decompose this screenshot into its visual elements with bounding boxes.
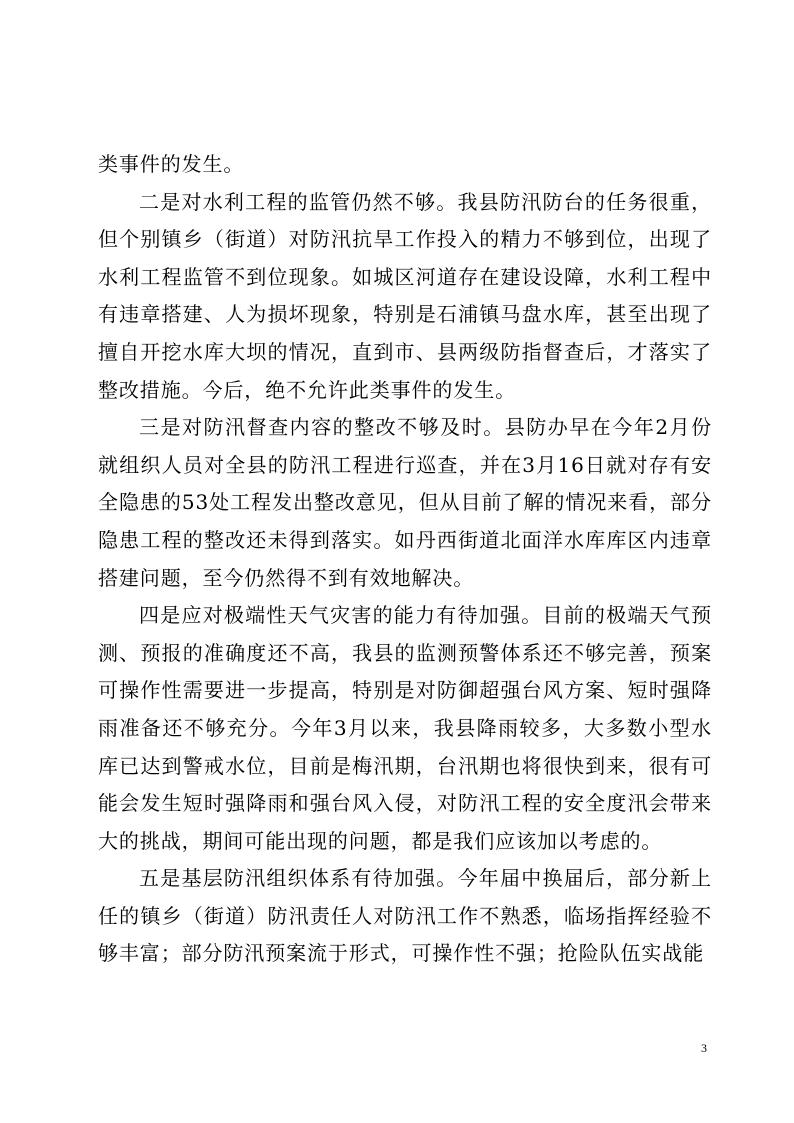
page-number: 3 <box>701 1041 707 1055</box>
paragraph-water-project-supervision: 二是对水利工程的监管仍然不够。我县防汛防台的任务很重，但个别镇乡（街道）对防汛抗旱工作投入的精力不够到位，出现了水利工程监管不到位现象。如城区河道存在建设设障，水利工程中有违章搭建、人为损坏现象，特别是石浦镇马盘水库，甚至出现了擅自开挖水库大坝的情况，直到市、县两级防指督查后，才落实了整改措施。今后，绝不允许此类事件的发生。 <box>98 189 712 402</box>
document-body <box>98 146 712 973</box>
paragraph-inspection-rectification: 三是对防汛督查内容的整改不够及时。县防办早在今年2月份就组织人员对全县的防汛工程进行巡查，并在3月16日就对存有安全隐患的53处工程发出整改意见，但从目前了解的情况来看，部分隐患工程的整改还未得到落实。如丹西街道北面洋水库库区内违章搭建问题，至今仍然得不到有效地解决。 <box>98 415 712 590</box>
paragraph-continuation: 类事件的发生。 <box>98 152 245 176</box>
paragraph-grassroots-organization: 五是基层防汛组织体系有待加强。今年届中换届后，部分新上任的镇乡（街道）防汛责任人对防汛工作不熟悉，临场指挥经验不够丰富；部分防汛预案流于形式，可操作性不强；抢险队伍实战能 <box>98 866 712 966</box>
paragraph-extreme-weather: 四是应对极端性天气灾害的能力有待加强。目前的极端天气预测、预报的准确度还不高，我县的监测预警体系还不够完善，预案可操作性需要进一步提高，特别是对防御超强台风方案、短时强降雨准备还不够充分。今年3月以来，我县降雨较多，大多数小型水库已达到警戒水位，目前是梅汛期，台汛期也将很快到来，很有可能会发生短时强降雨和强台风入侵，对防汛工程的安全度汛会带来大的挑战，期间可能出现的问题，都是我们应该加以考虑的。 <box>98 603 712 853</box>
